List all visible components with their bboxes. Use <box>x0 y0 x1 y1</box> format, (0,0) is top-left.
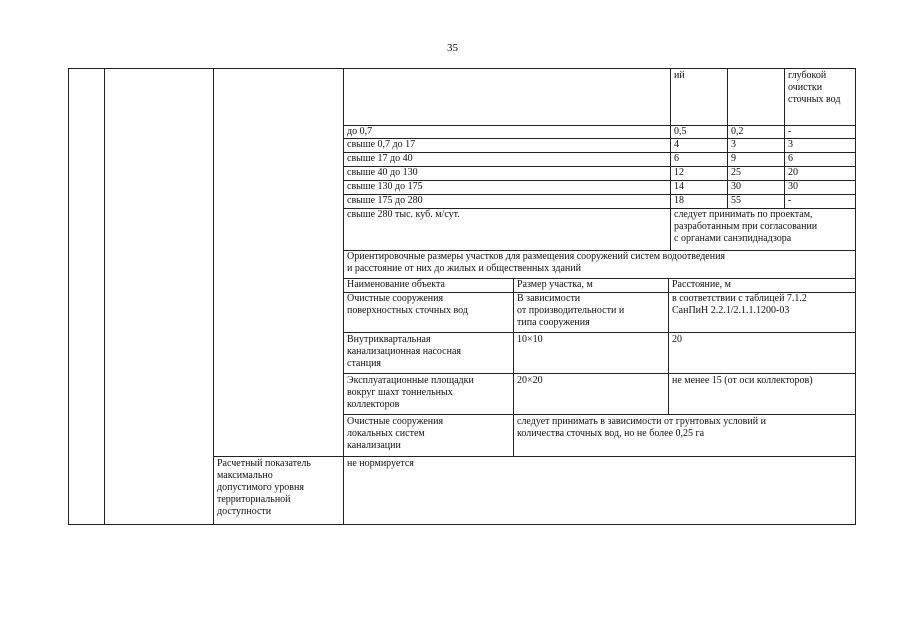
value-c: - <box>788 195 792 206</box>
object-distance: не менее 15 (от оси коллекторов) <box>672 375 813 386</box>
object-size: 20×20 <box>517 375 543 386</box>
coef-header-size: ий <box>674 70 685 81</box>
object-name: Очистные сооружения поверхностных сточных вод <box>347 293 468 316</box>
value-b: 0,2 <box>731 126 744 137</box>
accessibility-value: не нормируется <box>347 458 414 469</box>
object-name: Внутриквартальная канализационная насосная станция <box>347 334 462 369</box>
over-280-note: следует принимать по проектам, разработанным при согласовании с органами санэпиднадзора <box>674 209 818 244</box>
table-rule <box>343 373 856 374</box>
capacity-label: свыше 0,7 до 17 <box>347 139 416 150</box>
over-280-label: свыше 280 тыс. куб. м/сут. <box>347 209 460 220</box>
table-left-border <box>68 68 69 525</box>
capacity-label: свыше 17 до 40 <box>347 153 413 164</box>
capacity-label: свыше 130 до 175 <box>347 181 423 192</box>
object-size: 10×10 <box>517 334 543 345</box>
capacity-label: свыше 40 до 130 <box>347 167 418 178</box>
capacity-label: свыше 175 до 280 <box>347 195 423 206</box>
object-merged-note: следует принимать в зависимости от грунтовых условий и количества сточных вод, но не более 0,25 га <box>517 416 766 439</box>
table-column-rule <box>104 68 105 525</box>
value-c: 30 <box>788 181 798 192</box>
value-c: 20 <box>788 167 798 178</box>
table-bottom-border <box>68 524 856 525</box>
value-c: 6 <box>788 153 793 164</box>
value-b: 55 <box>731 195 741 206</box>
page-number: 35 <box>447 42 458 54</box>
column-header-name: Наименование объекта <box>347 279 445 290</box>
accessibility-label: Расчетный показатель максимально допустимого уровня территориальной доступности <box>217 458 311 517</box>
coef-header-deep-treatment: глубокой очистки сточных вод <box>788 70 841 105</box>
object-size: В зависимости от производительности и типа сооружения <box>517 293 625 328</box>
value-b: 30 <box>731 181 741 192</box>
value-a: 14 <box>674 181 684 192</box>
object-distance: в соответствии с таблицей 7.1.2 СанПиН 2.2.1/2.1.1.1200-03 <box>672 293 807 316</box>
object-name: Очистные сооружения локальных систем канализации <box>347 416 444 451</box>
value-a: 0,5 <box>674 126 687 137</box>
table-right-border <box>855 68 856 525</box>
object-distance: 20 <box>672 334 682 345</box>
value-b: 3 <box>731 139 736 150</box>
column-header-size: Размер участка, м <box>517 279 593 290</box>
capacity-label: до 0,7 <box>347 126 373 137</box>
object-name: Эксплуатационные площадки вокруг шахт тоннельных коллекторов <box>347 375 474 410</box>
value-b: 25 <box>731 167 741 178</box>
value-c: 3 <box>788 139 793 150</box>
sizes-table-title: Ориентировочные размеры участков для размещения сооружений систем водоотведения и расстояние от них до жилых и общественных зданий <box>347 251 726 274</box>
table-rule <box>343 414 856 415</box>
column-header-distance: Расстояние, м <box>672 279 731 290</box>
value-a: 4 <box>674 139 679 150</box>
value-a: 6 <box>674 153 679 164</box>
table-top-border <box>68 68 856 69</box>
table-column-rule <box>213 68 214 525</box>
table-rule <box>343 332 856 333</box>
value-a: 12 <box>674 167 684 178</box>
value-a: 18 <box>674 195 684 206</box>
value-c: - <box>788 126 792 137</box>
table-rule <box>213 456 856 457</box>
value-b: 9 <box>731 153 736 164</box>
